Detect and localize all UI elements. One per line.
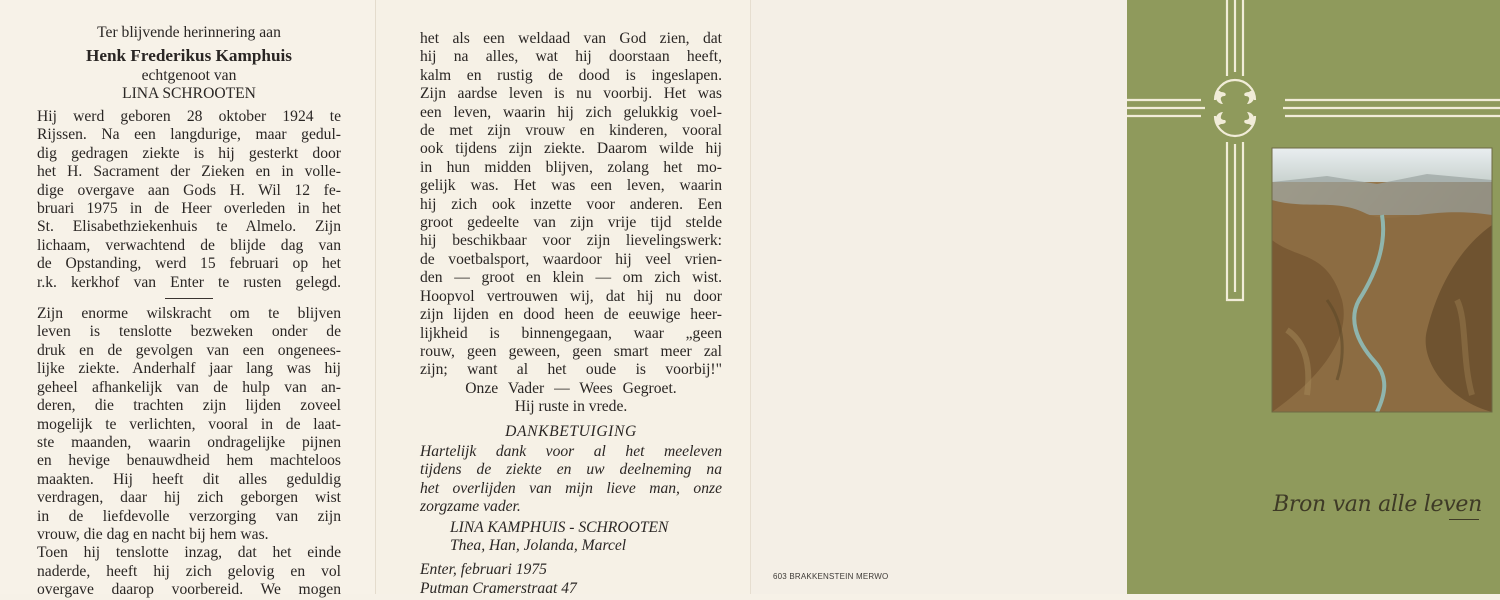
text-line: de met zijn vrouw en kinderen, vooral	[420, 122, 722, 140]
text-line: kalm en rustig de dood is ingeslapen.	[420, 66, 722, 84]
text-line: groot gedeelte van zijn vrije tijd stelde	[420, 214, 722, 232]
spouse-name: LINA SCHROOTEN	[122, 85, 256, 103]
text-line: druk en de gevolgen van een ongenees-	[37, 341, 341, 359]
place-date: Enter, februari 1975	[420, 561, 547, 579]
text-line: rouw, geen geween, geen smart meer zal	[420, 342, 722, 360]
text-line: Hoopvol vertrouwen wij, dat hij nu door	[420, 287, 722, 305]
signature-children: Thea, Han, Jolanda, Marcel	[450, 536, 627, 554]
text-line: bruari 1975 in de Heer overleden in het	[37, 200, 341, 218]
text-line: het H. Sacrament der Zieken en in volle-	[37, 163, 341, 181]
thanks-title: DANKBETUIGING	[505, 422, 637, 440]
text-line: St. Elisabethziekenhuis te Almelo. Zijn	[37, 218, 341, 236]
text-line: r.k. kerkhof van Enter te rusten gelegd.	[37, 273, 341, 291]
text-line: deren, die trachten zijn lijden zoveel	[37, 397, 341, 415]
text-line: Hij werd geboren 28 oktober 1924 te	[37, 108, 341, 125]
text-line: dig gedragen ziekte is hij gesterkt door	[37, 144, 341, 162]
landscape-photo	[1272, 148, 1492, 412]
text-line: leven is tenslotte bezweken onder de	[37, 323, 341, 341]
cover-title: Bron van alle leven	[1273, 492, 1482, 517]
divider	[165, 298, 213, 299]
text-line: zijn; want al het oude is voorbij!"	[420, 361, 722, 379]
text-line: ste maanden, waarin ondragelijke pijnen	[37, 433, 341, 451]
text-line: zijn lijden en dood heen de eeuwige heer-	[420, 306, 722, 324]
relation-text: echtgenoot van	[141, 66, 237, 84]
text-line: mogelijk te verlichten, vooral in de laat-	[37, 415, 341, 433]
text-line: de voetbalsport, waardoor hij veel vrien-	[420, 250, 722, 268]
thanks-line: Hartelijk dank voor al het meeleven	[420, 442, 722, 460]
title-flourish	[1449, 519, 1479, 520]
thanks-line: tijdens de ziekte en uw deelneming na	[420, 461, 722, 479]
thanks-line: het overlijden van mijn lieve man, onze	[420, 479, 722, 497]
text-line: in hun midden blijven, zolang het mo-	[420, 158, 722, 176]
text-line: hij zich ook inzette voor anderen. Een	[420, 195, 722, 213]
text-line: en hevige benauwdheid hem machteloos	[37, 452, 341, 470]
text-line: verdragen, daar hij zich geborgen wist	[37, 489, 341, 507]
text-line: lichaam, verwachtend de blijde dag van	[37, 236, 341, 254]
text-line: Zijn enorme wilskracht om te blijven	[37, 305, 341, 323]
signature-name: LINA KAMPHUIS - SCHROOTEN	[450, 518, 669, 536]
text-line: ook tijdens zijn ziekte. Daarom wilde hij	[420, 140, 722, 158]
text-line: lijke ziekte. Anderhalf jaar lang was hij	[37, 360, 341, 378]
memorial-intro: Ter blijvende herinnering aan	[97, 24, 281, 41]
blank-page	[750, 0, 1127, 594]
middle-page	[375, 0, 750, 597]
address: Putman Cramerstraat 47	[420, 579, 577, 597]
text-line: den — groot en klein — om zich wist.	[420, 269, 722, 287]
text-line: overgave daarop voorbereid. We mogen	[37, 581, 341, 599]
text-line: maakten. Hij heeft dit alles geduldig	[37, 470, 341, 488]
prayers-line: Onze Vader — Wees Gegroet.	[465, 379, 677, 397]
text-line: vrouw, die dag en nacht bij hem was.	[37, 525, 269, 543]
rest-in-peace-line: Hij ruste in vrede.	[514, 398, 628, 416]
text-line: Toen hij tenslotte inzag, dat het einde	[37, 544, 341, 562]
text-line: een leven, waarin hij zich gelukkig voel-	[420, 103, 722, 121]
thanks-line: zorgzame vader.	[420, 498, 521, 516]
text-line: de Opstanding, werd 15 februari op het	[37, 255, 341, 273]
text-line: naderde, heeft hij zich gelovig en vol	[37, 562, 341, 580]
text-line: gelijk was. Het was een leven, waarin	[420, 177, 722, 195]
text-line: hij na alles, wat hij doorstaan heeft,	[420, 48, 722, 66]
text-line: Zijn aardse leven is nu voorbij. Het was	[420, 85, 722, 103]
continued-paragraph	[420, 30, 722, 598]
deceased-name: Henk Frederikus Kamphuis	[86, 46, 292, 66]
text-line: dige overgave aan Gods H. Wil 12 fe-	[37, 181, 341, 199]
cover-page	[1127, 0, 1500, 594]
text-line: Rijssen. Na een langdurige, maar gedul-	[37, 126, 341, 144]
text-line: hij beschikbaar voor zijn lievelingswerk:	[420, 232, 722, 250]
ornament-icon	[1215, 91, 1255, 125]
text-line: het als een weldaad van God zien, dat	[420, 30, 722, 47]
printer-imprint: 603 BRAKKENSTEIN MERWO	[773, 572, 889, 581]
header-block	[37, 24, 341, 104]
left-page	[0, 0, 375, 599]
biography-paragraph	[37, 108, 341, 600]
text-line: geheel afhankelijk van de hulp van an-	[37, 378, 341, 396]
text-line: lijkheid is binnengegaan, waar „geen	[420, 324, 722, 342]
text-line: in de liefdevolle verzorging van zijn	[37, 507, 341, 525]
